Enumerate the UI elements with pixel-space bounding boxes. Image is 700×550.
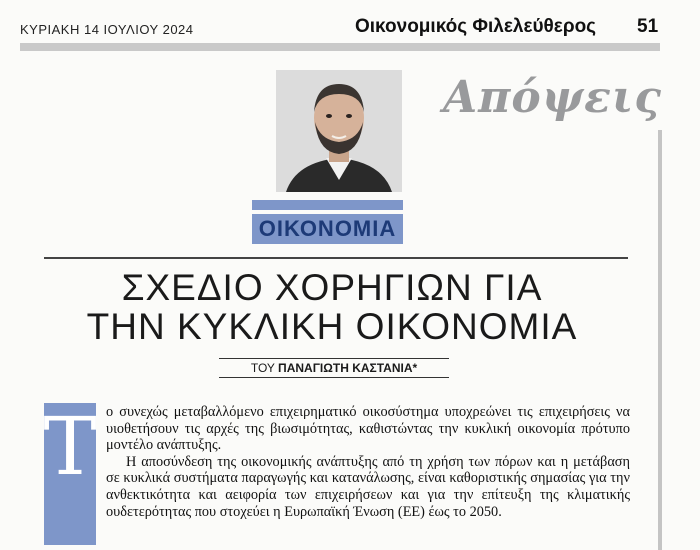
article-paragraph-2: Η αποσύνδεση της οικονομικής ανάπτυξης από τη χρήση των πόρων και η μετάβαση σε κυκλικά συστήματα παραγωγής και κατανάλωσης, είναι καθοριστικής σημασίας για την ανθεκτικότητα και αειφορία των επιχειρήσεων και για την επίτευξη της κλιματικής ουδετερότητας που στοχεύει η Ευρωπαϊκή Ένωση (ΕΕ) έως το 2050. [106,453,630,520]
byline [219,358,449,378]
topic-accent-bar [252,200,403,210]
byline-author: ΠΑΝΑΓΙΩΤΗ ΚΑΣΤΑΝΙΑ* [278,361,418,375]
column-divider [658,130,662,550]
section-label: Απόψεις [443,72,662,123]
headline [40,268,624,346]
header-rule [20,43,660,51]
headline-line-1: ΣΧΕΔΙΟ ΧΟΡΗΓΙΩΝ ΓΙΑ [121,267,543,308]
article-body [106,404,630,520]
headline-line-2: ΤΗΝ ΚΥΚΛΙΚΗ ΟΙΚΟΝΟΜΙΑ [86,306,578,347]
newspaper-title: Οικονομικός Φιλελεύθερος [355,16,597,37]
article-paragraph-1: ο συνεχώς μεταβαλλόμενο επιχειρηματικό οικοσύστημα υποχρεώνει τις επιχειρήσεις να υιοθετήσουν τις αρχές της βιωσιμότητας, καθιστώντας την κυκλική οικονομία πρότυπο μοντέλο ανάπτυξης. [106,404,630,454]
byline-prefix: ΤΟΥ [250,361,275,375]
author-photo [276,70,402,192]
drop-cap [43,400,97,545]
page-number: 51 [637,16,659,37]
drop-cap-letter: Τ [43,400,97,493]
headline-rule [44,257,628,259]
topic-label: ΟΙΚΟΝΟΜΙΑ [252,214,403,244]
issue-date: ΚΥΡΙΑΚΗ 14 ΙΟΥΛΙΟΥ 2024 [20,22,194,37]
